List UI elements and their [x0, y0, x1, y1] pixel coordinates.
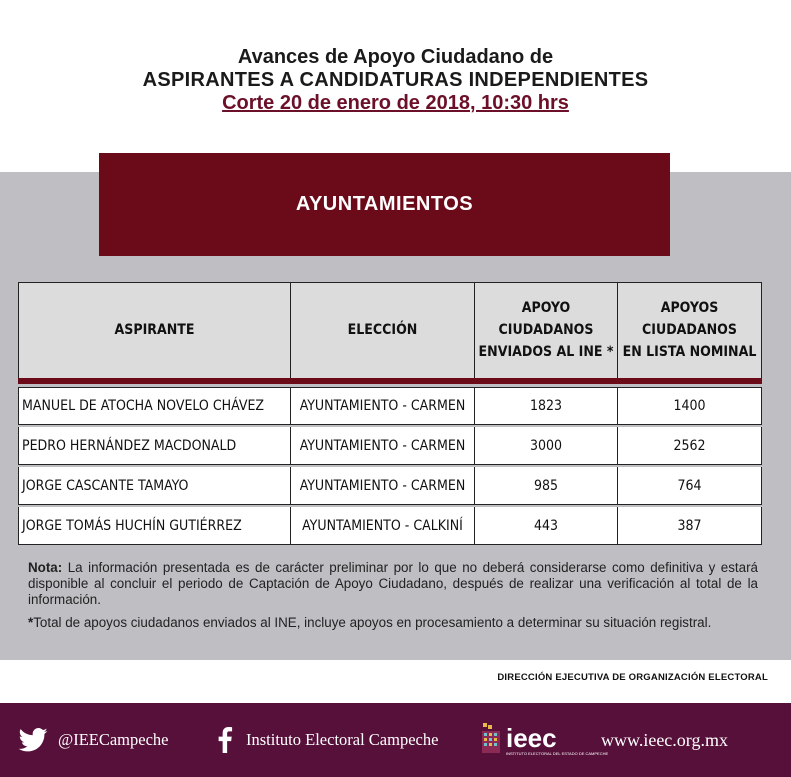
- cell-aspirante: PEDRO HERNÁNDEZ MACDONALD: [19, 427, 291, 464]
- twitter-link[interactable]: [18, 703, 168, 777]
- cell-aspirante: JORGE CASCANTE TAMAYO: [19, 467, 291, 504]
- cell-enviados: 1823: [475, 388, 618, 424]
- asterisk-text: Total de apoyos ciudadanos enviados al INE, incluye apoyos en procesamiento a determinar su situación registral.: [33, 615, 712, 630]
- cell-eleccion: AYUNTAMIENTO - CARMEN: [291, 467, 475, 504]
- twitter-icon: [18, 728, 48, 752]
- cell-lista: 1400: [673, 398, 706, 414]
- note-text: La información presentada es de carácter preliminar por lo que no deberá considerarse como definitiva y estará disponible al concluir el periodo de Captación de Apoyo Ciudadano, después de realizar una verificación al total de la información.: [28, 560, 758, 607]
- header-aspirante: ASPIRANTE: [19, 283, 291, 383]
- logo-text: ieec: [506, 722, 557, 753]
- support-table: [18, 282, 762, 545]
- asterisk-mark: *: [28, 615, 34, 630]
- header-eleccion: ELECCIÓN: [291, 283, 475, 383]
- note-label: Nota:: [28, 560, 63, 575]
- title-line-2: ASPIRANTES A CANDIDATURAS INDEPENDIENTES: [142, 69, 649, 91]
- facebook-link[interactable]: [214, 703, 438, 777]
- cell-eleccion: AYUNTAMIENTO - CARMEN: [291, 427, 475, 464]
- title-line-1: Avances de Apoyo Ciudadano de: [237, 46, 554, 68]
- logo-subtitle: INSTITUTO ELECTORAL DEL ESTADO DE CAMPECHE: [506, 750, 609, 756]
- department-name: DIRECCIÓN EJECUTIVA DE ORGANIZACIÓN ELECTORAL: [497, 672, 768, 683]
- cell-lista: 764: [677, 477, 702, 494]
- document-header: [0, 0, 791, 172]
- ieec-wordmark: [506, 722, 609, 756]
- cell-aspirante: JORGE TOMÁS HUCHÍN GUTIÉRREZ: [19, 507, 291, 544]
- header-lista-nominal: APOYOS CIUDADANOS EN LISTA NOMINAL: [622, 300, 757, 360]
- footer: [0, 703, 791, 777]
- cell-aspirante: MANUEL DE ATOCHA NOVELO CHÁVEZ: [19, 388, 291, 424]
- cell-enviados: 985: [475, 467, 618, 504]
- table-header: [18, 282, 762, 384]
- cutoff-date: Corte 20 de enero de 2018, 10:30 hrs: [222, 92, 569, 114]
- cell-eleccion: AYUNTAMIENTO - CALKINÍ: [291, 507, 475, 544]
- cell-eleccion: AYUNTAMIENTO - CARMEN: [291, 388, 475, 424]
- cell-lista: 2562: [673, 437, 706, 454]
- facebook-name: Instituto Electoral Campeche: [246, 730, 439, 749]
- table-row: [18, 427, 762, 465]
- cell-lista: 387: [677, 517, 702, 534]
- table-row: [18, 507, 762, 545]
- table-row: [18, 387, 762, 425]
- section-banner: [99, 153, 670, 256]
- ieec-logo: [480, 703, 608, 777]
- cell-enviados: 3000: [475, 427, 618, 464]
- banner-title: AYUNTAMIENTOS: [295, 193, 474, 215]
- twitter-handle: @IEECampeche: [58, 730, 169, 749]
- header-enviados: APOYO CIUDADANOS ENVIADOS AL INE *: [475, 283, 618, 383]
- asterisk-paragraph: [28, 615, 758, 631]
- website-link[interactable]: [601, 703, 728, 777]
- header-divider: [18, 378, 762, 384]
- table-row: [18, 467, 762, 505]
- website-url: www.ieec.org.mx: [601, 729, 728, 750]
- note-paragraph: [28, 560, 758, 608]
- cell-enviados: 443: [475, 507, 618, 544]
- facebook-icon: [214, 727, 236, 753]
- notes-section: [28, 560, 758, 638]
- ieec-emblem-icon: [480, 723, 502, 757]
